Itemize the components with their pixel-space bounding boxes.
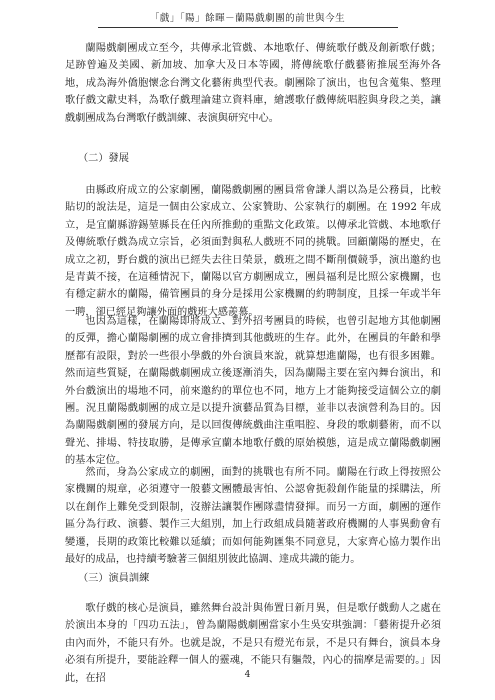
paragraph-challenges: 然而，身為公家成立的劇團，面對的挑戰也有所不同。蘭陽在行政上得按照公家機關的規章，必須遵守一般藝文團體最害怕、公認會扼殺創作能量的採購法，所以在創作上難免受到限制，沒辦法讓製作團隊盡情發揮。而另一方面，劇團的運作區分為行政、演藝、製作三大組別，加上行政組成員隨著政府機關的人事異動會有變遷，長期的政策比較難以延續；而如何能夠匯集不同意見，大家齊心協力製作出最好的成品，也持續考驗著三個組別彼此協調、達成共識的能力。 [65,467,441,566]
paragraph-founding: 蘭陽戲劇團成立至今，共傳承北管戲、本地歌仔、傳統歌仔戲及創新歌仔戲；足跡曾遍及美國、新加坡、加拿大及日本等國，將傳統歌仔戲藝術推展至海外各地，成為海外僑胞懷念台灣文化藝術典型代表。劇團除了演出，也包含蒐集、整理歌仔戲文獻史料，為歌仔戲理論建立資料庫，繪護歌仔戲傳統唱腔與身段之美，讓戲劇團成為台灣歌仔戲訓練、表演與研究中心。 [65,43,441,124]
section-heading-development: （二）發展 [78,153,129,164]
paragraph-development: 由縣政府成立的公家劇團，蘭陽戲劇團的團員常會謙人謂以為是公務員，比較貼切的說法是，這是一個由公家成立、公家贊助、公家執行的劇團。在 1992 年成立，是宜蘭縣游錫堃縣長在任內所推動的重點文化政策。以傳承北管戲、本地歌仔及傳統歌仔戲為成立宗旨，必須面對與私人戲班不同的挑戰。回顧蘭陽的歷史，在成立之初，野台戲的演出已經失去往日榮景，戲班之間不斷削價競爭，演出邀約也是青黃不接，在這種情況下，蘭陽以官方劇團成立，團員福利是比照公家機關，也有穩定薪水的蘭陽，備管團員的身分是採用公家機關的約聘制度，且採一年或半年一聘，卻已經足夠讓外面的戲班大感羨慕。 [65,185,441,318]
section-heading-actor-training: （三）演員訓練 [78,573,150,584]
paragraph-controversy: 也因為這樣，在蘭陽即將成立、對外招考團員的時候，也曾引起地方其他劇團的反彈，擔心蘭陽劇團的成立會排擠到其他戲班的生存。此外，在團員的年齡和學歷都有設限，對於一些很小學戲的外台演員來說，就算想進蘭陽，也有很多困難。然而這些質疑，在蘭陽戲劇團成立後逐漸消失，因為蘭陽主要在室內舞台演出，和外台戲演出的場地不同，前來邀約的單位也不同，地方上才能夠接受這個公立的劇團。況且蘭陽戲劇團的成立是以提升演藝品質為目標，並非以表演營利為目的。因為蘭陽戲劇團的發展方向，是以回復傳統戲曲注重唱腔、身段的歌劇藝術，而不以聲光、排場、特技取勝，是傳承宣蘭本地歌仔戲的原始模態，這是成立蘭陽戲劇團的基本定位。 [65,316,441,467]
paragraph-actor-training: 歌仔戲的核心是演員，雖然舞台設計與佈置日新月異，但是歌仔戲動人之處在於演出本身的「四功五法」，曾為蘭陽戲劇團當家小生吳安琪強調：「藝術提升必須由內而外，不能只有外。也就是說，不是只有燈光布景，不是只有舞台，演員本身必須有所提升，要能詮釋一個人的靈魂，不能只有軀殼，內心的揣摩是需要的。」因此，在招 [65,603,441,684]
header-rule [98,27,398,28]
page-number: 4 [244,670,251,680]
running-header: 「戲」「陽」餘暉－蘭陽戲劇團的前世與今生 [149,13,346,24]
